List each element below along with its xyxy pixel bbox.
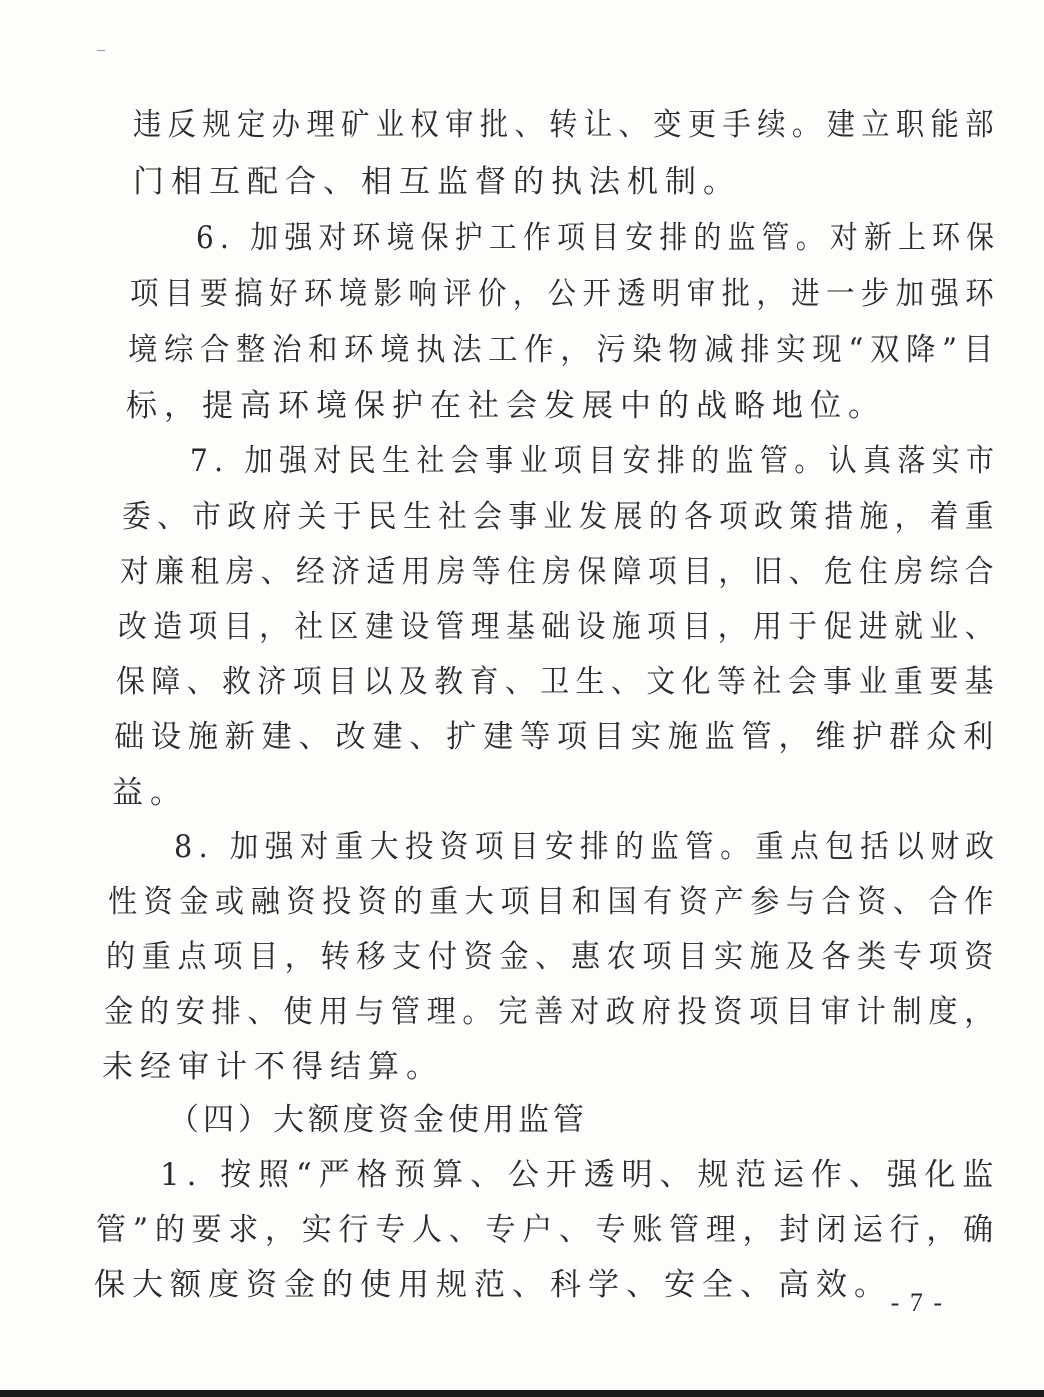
section-heading: （四）大额度资金使用监管: [168, 1102, 588, 1138]
text-line: 未经审计不得结算。: [102, 1049, 444, 1085]
text-line: 项目要搞好环境影响评价，公开透明审批，进一步加强环: [130, 276, 1001, 312]
text-line: 7. 加强对民生社会事业项目安排的监管。认真落实市: [190, 443, 1001, 479]
text-line: 保大额度资金的使用规范、科学、安全、高效。: [94, 1267, 892, 1303]
text-line: 6. 加强对环境保护工作项目安排的监管。对新上环保: [196, 220, 1001, 256]
stray-mark: [97, 50, 105, 51]
page-number: - 7 -: [890, 1288, 944, 1317]
text-line: 的重点项目，转移支付资金、惠农项目实施及各类专项资: [106, 939, 1001, 975]
text-line: 8. 加强对重大投资项目安排的监管。重点包括以财政: [174, 829, 1001, 865]
text-line: 门相互配合、相互监督的执法机制。: [133, 164, 741, 200]
text-line: 对廉租房、经济适用房等住房保障项目，旧、危住房综合: [120, 554, 1000, 590]
text-line: 保障、救济项目以及教育、卫生、文化等社会事业重要基: [116, 664, 1000, 700]
text-line: 性资金或融资投资的重大项目和国有资产参与合资、合作: [108, 884, 1000, 920]
text-line: 金的安排、使用与管理。完善对政府投资项目审计制度，: [104, 994, 1001, 1030]
text-line: 委、市政府关于民生社会事业发展的各项政策措施，着重: [122, 499, 1000, 535]
text-line: 境综合整治和环境执法工作，污染物减排实现“双降”目: [128, 332, 1000, 368]
text-line: 管”的要求，实行专人、专户、专账管理，封闭运行，确: [96, 1212, 1000, 1248]
bottom-edge: [0, 1390, 1044, 1397]
text-line: 1. 按照“严格预算、公开透明、规范运作、强化监: [160, 1157, 1001, 1193]
text-line: 违反规定办理矿业权审批、转让、变更手续。建立职能部: [133, 107, 1000, 143]
text-line: 标，提高环境保护在社会发展中的战略地位。: [126, 388, 886, 424]
text-line: 础设施新建、改建、扩建等项目实施监管，维护群众利: [114, 719, 1001, 755]
text-line: 改造项目，社区建设管理基础设施项目，用于促进就业、: [118, 609, 1000, 645]
text-line: 益。: [112, 775, 188, 811]
